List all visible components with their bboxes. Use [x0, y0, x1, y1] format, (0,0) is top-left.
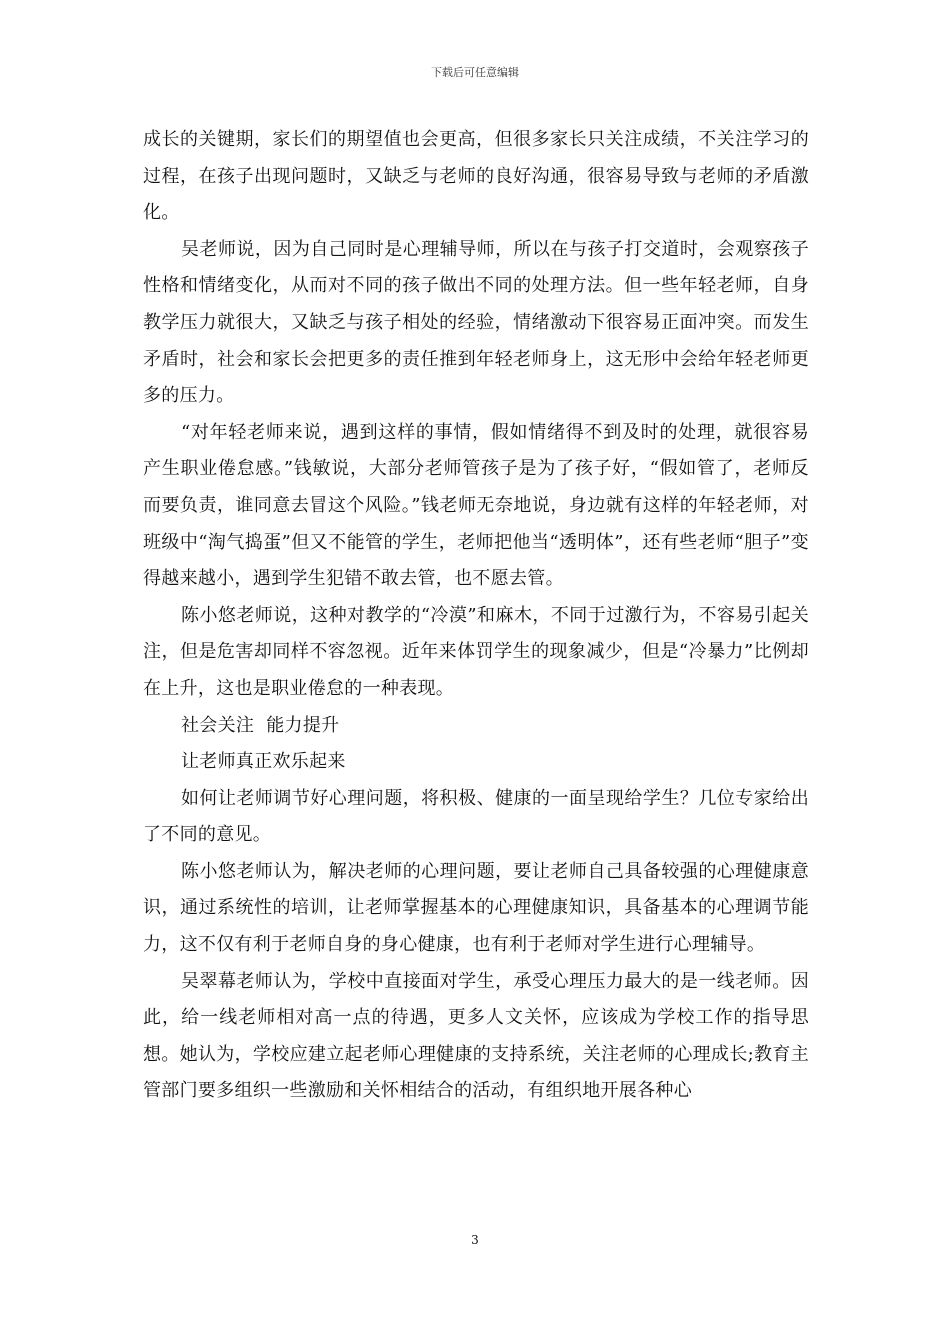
section-subheading: 让老师真正欢乐起来 — [181, 751, 346, 773]
paragraph: “对年轻老师来说，遇到这样的事情，假如情绪得不到及时的处理，就很容易产生职业倦怠感。”钱敏说，大部分老师管孩子是为了孩子好，“假如管了，老师反而要负责，谁同意去冒这个风险。”钱老师无奈地说，身边就有这样的年轻老师，对班级中“淘气捣蛋”但又不能管的学生，老师把他当“透明体”，还有些老师“胆子”变得越来越小，遇到学生犯错不敢去管，也不愿去管。 — [143, 421, 809, 590]
document-body — [143, 122, 809, 1110]
section-heading: 社会关注 能力提升 — [181, 714, 340, 736]
page-number: 3 — [471, 1233, 479, 1247]
paragraph: 成长的关键期，家长们的期望值也会更高，但很多家长只关注成绩，不关注学习的过程，在孩子出现问题时，又缺乏与老师的良好沟通，很容易导致与老师的矛盾激化。 — [143, 129, 809, 224]
paragraph: 吴老师说，因为自己同时是心理辅导师，所以在与孩子打交道时，会观察孩子性格和情绪变化，从而对不同的孩子做出不同的处理方法。但一些年轻老师，自身教学压力就很大，又缺乏与孩子相处的经验，情绪激动下很容易正面冲突。而发生矛盾时，社会和家长会把更多的责任推到年轻老师身上，这无形中会给年轻老师更多的压力。 — [143, 238, 809, 407]
paragraph: 如何让老师调节好心理问题，将积极、健康的一面呈现给学生？几位专家给出了不同的意见。 — [143, 787, 809, 846]
page-header: 下载后可任意编辑 — [431, 66, 519, 79]
paragraph: 陈小悠老师说，这种对教学的“冷漠”和麻木，不同于过激行为，不容易引起关注，但是危害却同样不容忽视。近年来体罚学生的现象减少，但是“冷暴力”比例却在上升，这也是职业倦怠的一种表现。 — [143, 604, 809, 699]
paragraph: 陈小悠老师认为，解决老师的心理问题，要让老师自己具备较强的心理健康意识，通过系统性的培训，让老师掌握基本的心理健康知识，具备基本的心理调节能力，这不仅有利于老师自身的身心健康，也有利于老师对学生进行心理辅导。 — [143, 860, 809, 956]
paragraph: 吴翠幕老师认为，学校中直接面对学生，承受心理压力最大的是一线老师。因此，给一线老师相对高一点的待遇，更多人文关怀，应该成为学校工作的指导思想。她认为，学校应建立起老师心理健康的支持系统，关注老师的心理成长;教育主管部门要多组织一些激励和关怀相结合的活动，有组织地开展各种心 — [143, 970, 809, 1102]
